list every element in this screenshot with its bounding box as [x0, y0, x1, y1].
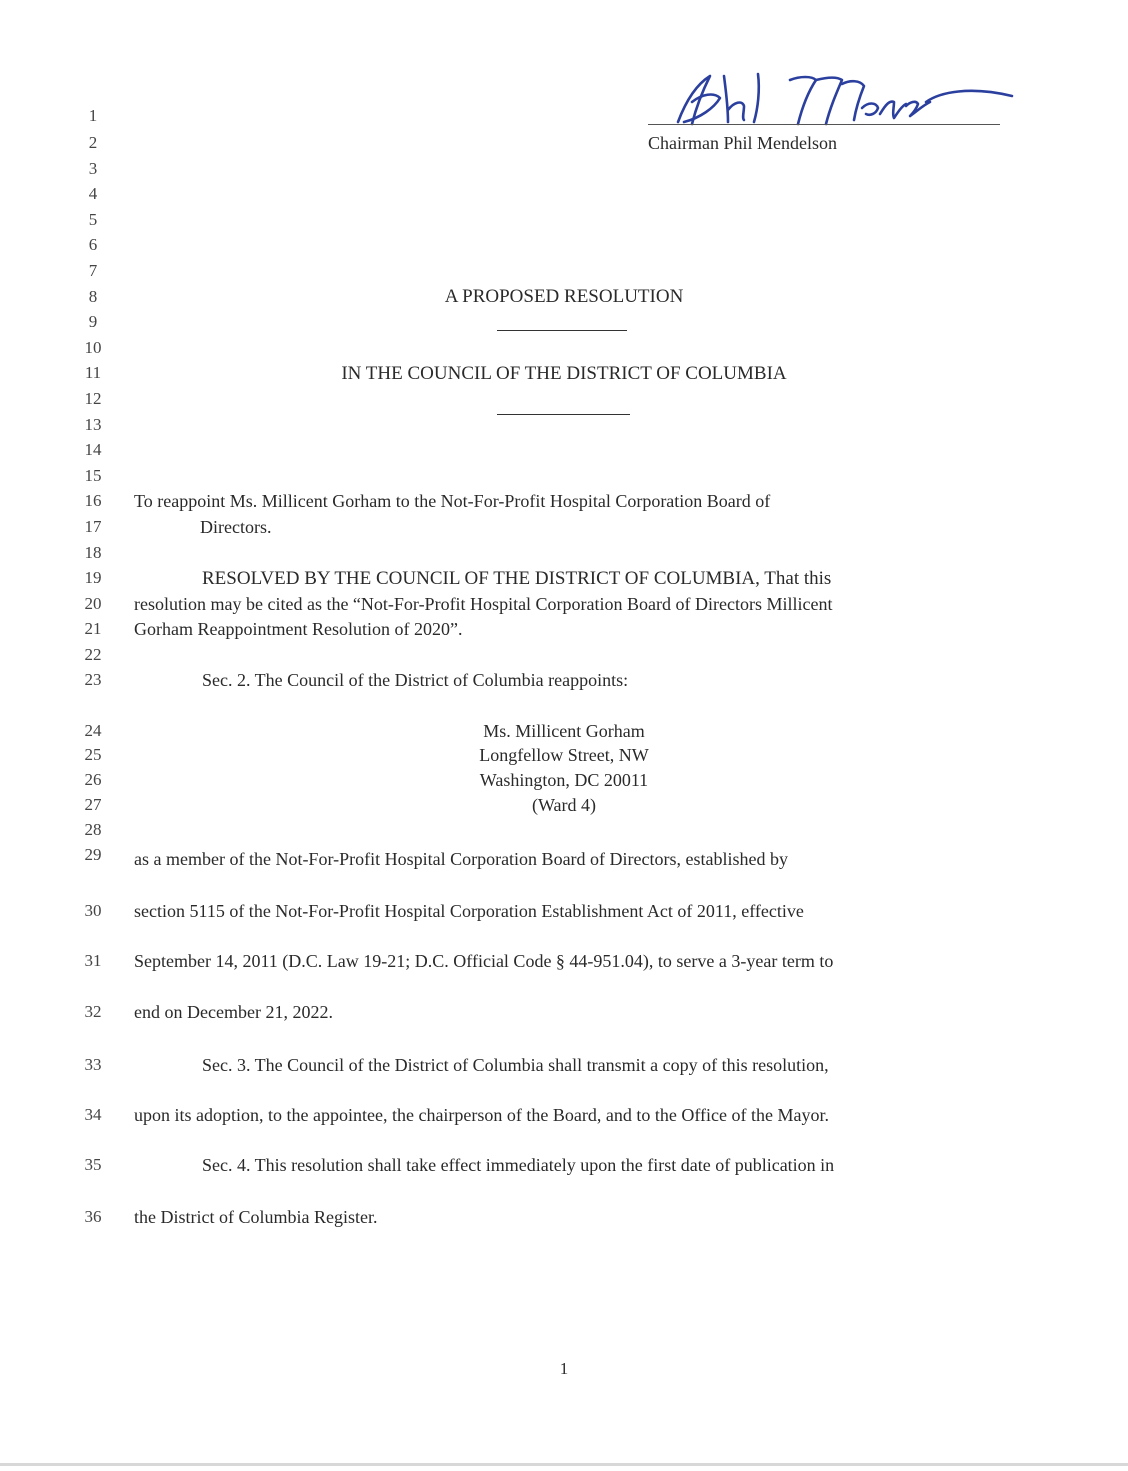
line-number: 24	[84, 721, 102, 740]
appointee-ward: (Ward 4)	[531, 795, 597, 815]
document-subtitle: IN THE COUNCIL OF THE DISTRICT OF COLUMBIA	[341, 363, 787, 384]
line-number: 31	[84, 951, 102, 970]
subtitle-divider	[497, 414, 630, 415]
line-number: 27	[84, 795, 102, 814]
line-number: 8	[88, 287, 98, 306]
line-number: 1	[88, 106, 98, 125]
line-number: 21	[84, 619, 102, 638]
section-4-line-1: Sec. 4. This resolution shall take effect immediately upon the first date of publication in	[202, 1155, 835, 1175]
line-number: 30	[84, 901, 102, 920]
section-4-line-2: the District of Columbia Register.	[134, 1207, 378, 1227]
line-number: 9	[88, 312, 98, 331]
line-number: 36	[84, 1207, 102, 1226]
line-number: 14	[84, 440, 102, 459]
line-number: 18	[84, 543, 102, 562]
line-number: 12	[84, 389, 102, 408]
line-number: 26	[84, 770, 102, 789]
line-number: 29	[84, 845, 102, 864]
line-number: 5	[88, 210, 98, 229]
section-2-text: Sec. 2. The Council of the District of Columbia reappoints:	[202, 670, 629, 690]
resolved-line-2: resolution may be cited as the “Not-For-Profit Hospital Corporation Board of Directors Millicent	[134, 594, 833, 614]
member-line-3: September 14, 2011 (D.C. Law 19-21; D.C. Official Code § 44-951.04), to serve a 3-year term to	[134, 951, 834, 971]
appointee-street: Longfellow Street, NW	[479, 745, 649, 765]
line-number: 2	[88, 133, 98, 152]
member-line-1: as a member of the Not-For-Profit Hospital Corporation Board of Directors, established by	[134, 849, 788, 869]
line-number: 6	[88, 235, 98, 254]
line-number: 25	[84, 745, 102, 764]
title-divider	[497, 330, 627, 331]
line-number: 7	[88, 261, 98, 280]
line-number: 23	[84, 670, 102, 689]
section-3-line-2: upon its adoption, to the appointee, the chairperson of the Board, and to the Office of the Mayor.	[134, 1105, 829, 1125]
resolved-line-1: RESOLVED BY THE COUNCIL OF THE DISTRICT OF COLUMBIA, That this	[202, 568, 832, 589]
line-number: 3	[88, 159, 98, 178]
member-line-2: section 5115 of the Not-For-Profit Hospital Corporation Establishment Act of 2011, effective	[134, 901, 804, 921]
line-number: 33	[84, 1055, 102, 1074]
line-number: 11	[84, 363, 102, 382]
document-title: A PROPOSED RESOLUTION	[444, 286, 684, 307]
purpose-line-2: Directors.	[200, 517, 272, 537]
line-number: 34	[84, 1105, 102, 1124]
resolved-line-3: Gorham Reappointment Resolution of 2020”.	[134, 619, 463, 639]
line-number: 22	[84, 645, 102, 664]
line-number: 28	[84, 820, 102, 839]
section-3-line-1: Sec. 3. The Council of the District of Columbia shall transmit a copy of this resolution,	[202, 1055, 829, 1075]
line-number: 13	[84, 415, 102, 434]
signature-line	[648, 124, 1000, 125]
line-number: 16	[84, 491, 102, 510]
appointee-city: Washington, DC 20011	[479, 770, 649, 790]
member-line-4: end on December 21, 2022.	[134, 1002, 333, 1022]
purpose-line-1: To reappoint Ms. Millicent Gorham to the Not-For-Profit Hospital Corporation Board of	[134, 491, 771, 511]
line-number: 35	[84, 1155, 102, 1174]
line-number: 20	[84, 594, 102, 613]
line-number: 19	[84, 568, 102, 587]
appointee-name: Ms. Millicent Gorham	[483, 721, 645, 741]
handwritten-signature	[640, 62, 1020, 142]
line-number: 17	[84, 517, 102, 536]
line-number: 32	[84, 1002, 102, 1021]
page-number: 1	[559, 1359, 569, 1378]
line-number: 10	[84, 338, 102, 357]
scan-edge	[0, 1463, 1128, 1466]
line-number: 4	[88, 184, 98, 203]
signer-name: Chairman Phil Mendelson	[648, 133, 837, 153]
line-number: 15	[84, 466, 102, 485]
